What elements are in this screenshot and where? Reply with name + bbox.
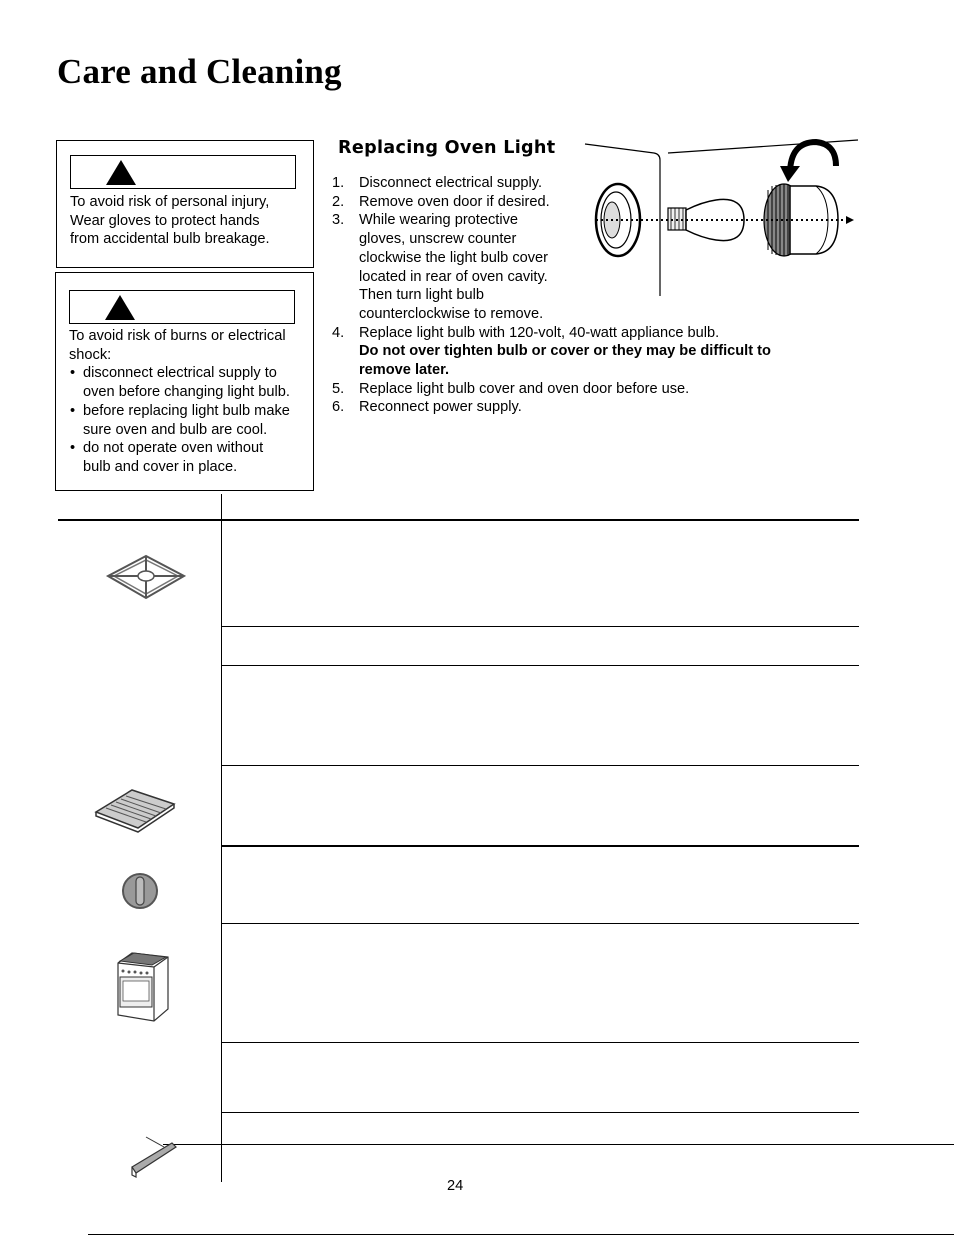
- step-line: gloves, unscrew counter: [359, 231, 517, 248]
- warning-triangle-icon: [104, 158, 138, 186]
- bullet-line: oven before changing light bulb.: [83, 384, 290, 401]
- step: [332, 398, 832, 417]
- step-number: 4.: [332, 324, 345, 341]
- table-row-rule: [222, 923, 859, 924]
- range-icon: [114, 947, 170, 1023]
- step-line: counterclockwise to remove.: [359, 305, 544, 322]
- broiler-pan-icon: [94, 786, 176, 834]
- step-line: Then turn light bulb: [359, 287, 484, 304]
- warning-banner: [70, 155, 296, 189]
- bullet-line: bulb and cover in place.: [83, 458, 238, 475]
- table-row-rule: [222, 765, 859, 766]
- warning-triangle-icon: [103, 293, 137, 321]
- warning-text: [70, 193, 270, 249]
- warning-bullet-list: [69, 364, 309, 476]
- step-number: 5.: [332, 380, 345, 397]
- door-trim-icon: [130, 1135, 178, 1179]
- step-line: Replace light bulb cover and oven door before use.: [359, 380, 690, 397]
- bullet-line: do not operate oven without: [83, 440, 264, 457]
- warning-line: To avoid risk of burns or electrical: [69, 328, 286, 344]
- step-line: clockwise the light bulb cover: [359, 249, 548, 266]
- step-line: Remove oven door if desired.: [359, 193, 550, 210]
- table-row-rule: [222, 1112, 859, 1113]
- page-title: Care and Cleaning: [57, 52, 342, 91]
- step-line: Reconnect power supply.: [359, 399, 522, 416]
- table-header-rule: [58, 519, 859, 521]
- step-number: 1.: [332, 175, 345, 191]
- step-line: Replace light bulb with 120-volt, 40-watt appliance bulb.: [359, 324, 720, 341]
- step-warning-line: remove later.: [359, 362, 450, 379]
- warning-box-gloves: [56, 140, 314, 268]
- control-knob-icon: [121, 872, 159, 910]
- section-heading: Replacing Oven Light: [338, 138, 556, 158]
- step-number: 3.: [332, 212, 345, 229]
- table-row-rule: [222, 626, 859, 627]
- warning-bullet: [69, 402, 309, 439]
- step-line: Disconnect electrical supply.: [359, 175, 543, 191]
- bullet-line: sure oven and bulb are cool.: [83, 421, 268, 438]
- warning-bullet: [69, 364, 309, 401]
- warning-line: Wear gloves to protect hands: [70, 212, 260, 229]
- table-row-rule: [222, 1042, 859, 1043]
- warning-text: [69, 327, 309, 477]
- step: [332, 380, 832, 399]
- bullet-line: disconnect electrical supply to: [83, 365, 277, 382]
- oven-light-bulb-diagram: [584, 136, 860, 298]
- bullet-glyph: •: [70, 402, 76, 419]
- table-row-rule: [163, 1144, 954, 1145]
- step-number: 2.: [332, 193, 345, 210]
- bullet-glyph: •: [70, 365, 76, 382]
- table-row-rule: [222, 845, 859, 847]
- step-line: located in rear of oven cavity.: [359, 268, 548, 285]
- table-row-rule: [222, 665, 859, 666]
- step-number: 6.: [332, 399, 345, 416]
- warning-bullet: [69, 439, 309, 476]
- step-line: While wearing protective: [359, 212, 518, 229]
- page-number: 24: [447, 1178, 464, 1194]
- step-warning-line: Do not over tighten bulb or cover or they may be difficult to: [359, 343, 771, 360]
- burner-grate-icon: [104, 552, 186, 602]
- warning-box-burns: [55, 272, 314, 491]
- table-column-divider: [221, 494, 222, 1182]
- step: [332, 324, 832, 380]
- bullet-glyph: •: [70, 440, 76, 457]
- bullet-line: before replacing light bulb make: [83, 402, 290, 419]
- warning-line: shock:: [69, 346, 112, 363]
- warning-line: To avoid risk of personal injury,: [70, 194, 270, 210]
- warning-line: from accidental bulb breakage.: [70, 231, 270, 248]
- warning-banner: [69, 290, 295, 324]
